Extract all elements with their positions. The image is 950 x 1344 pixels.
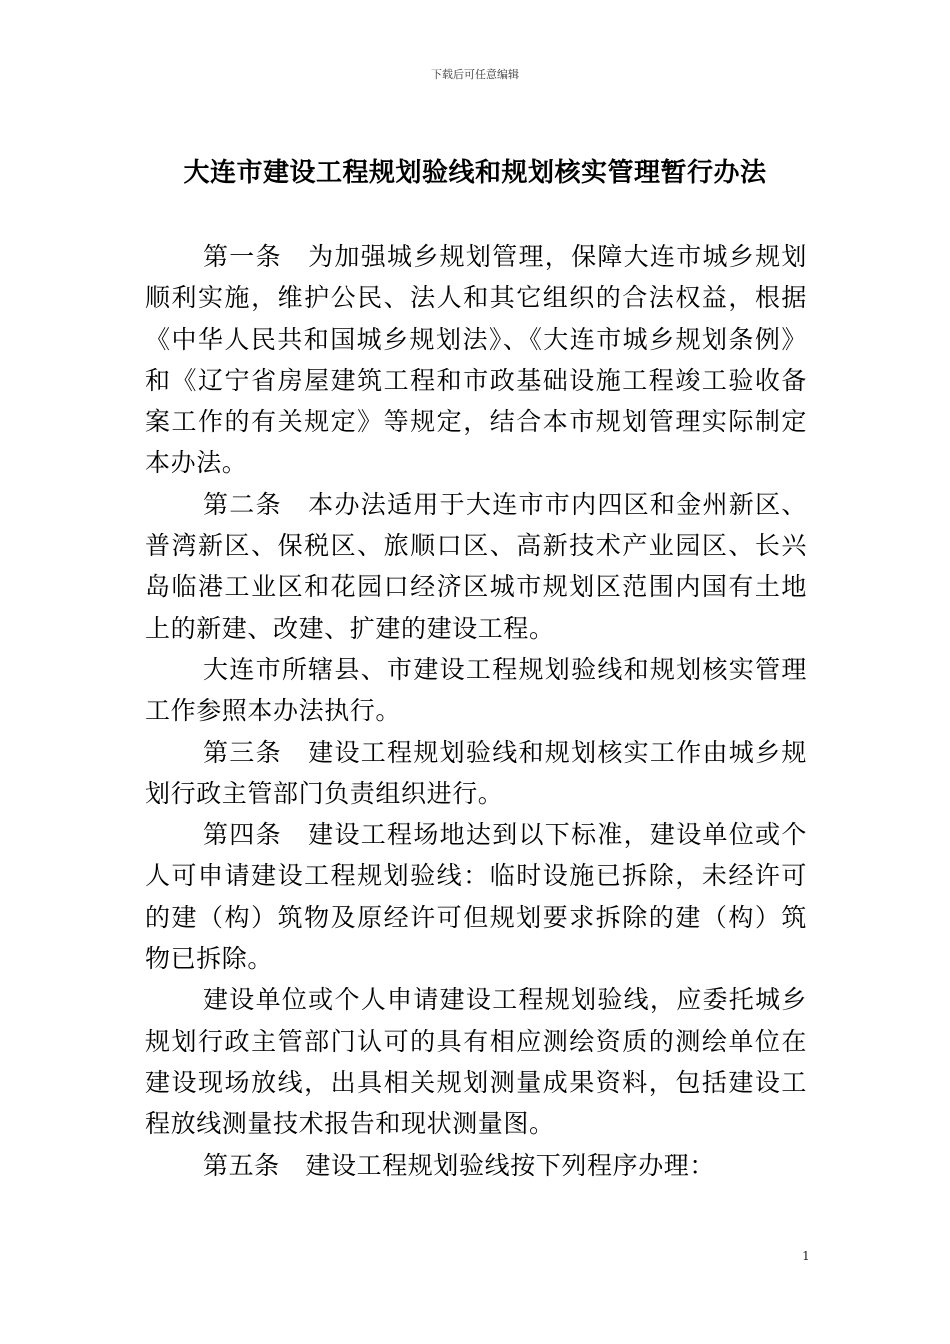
article-2-supplement-paragraph: 大连市所辖县、市建设工程规划验线和规划核实管理工作参照本办法执行。 <box>145 654 807 726</box>
header-note: 下载后可任意编辑 <box>431 68 519 81</box>
article-4-supplement-paragraph: 建设单位或个人申请建设工程规划验线，应委托城乡规划行政主管部门认可的具有相应测绘资质的测绘单位在建设现场放线，出具相关规划测量成果资料，包括建设工程放线测量技术报告和现状测量图。 <box>145 985 807 1139</box>
document-body <box>145 236 807 1186</box>
document-title: 大连市建设工程规划验线和规划核实管理暂行办法 <box>183 158 767 188</box>
article-4-paragraph: 第四条 建设工程场地达到以下标准，建设单位或个人可申请建设工程规划验线：临时设施已拆除，未经许可的建（构）筑物及原经许可但规划要求拆除的建（构）筑物已拆除。 <box>145 820 807 974</box>
page-number: 1 <box>802 1249 810 1263</box>
article-2-paragraph: 第二条 本办法适用于大连市市内四区和金州新区、普湾新区、保税区、旅顺口区、高新技术产业园区、长兴岛临港工业区和花园口经济区城市规划区范围内国有土地上的新建、改建、扩建的建设工程。 <box>145 489 807 643</box>
article-5-paragraph: 第五条 建设工程规划验线按下列程序办理： <box>203 1150 716 1180</box>
article-3-paragraph: 第三条 建设工程规划验线和规划核实工作由城乡规划行政主管部门负责组织进行。 <box>145 737 807 808</box>
article-1-paragraph: 第一条 为加强城乡规划管理，保障大连市城乡规划顺利实施，维护公民、法人和其它组织的合法权益，根据《中华人民共和国城乡规划法》、《大连市城乡规划条例》和《辽宁省房屋建筑工程和市政基础设施工程竣工验收备案工作的有关规定》等规定，结合本市规划管理实际制定本办法。 <box>145 242 807 478</box>
